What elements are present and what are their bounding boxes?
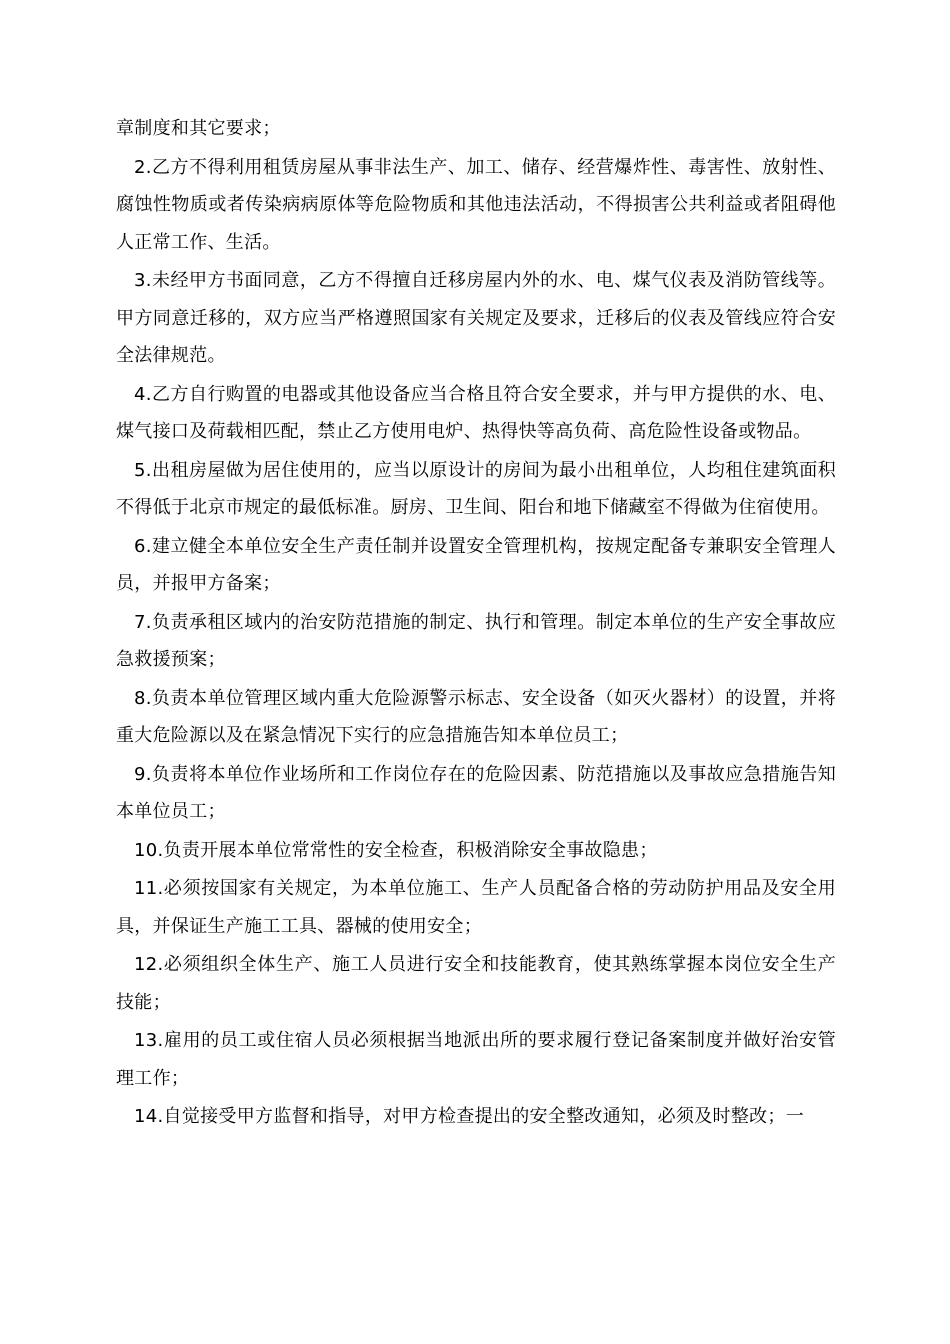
paragraph-item-9: 9.负责将本单位作业场所和工作岗位存在的危险因素、防范措施以及事故应急措施告知本单位员工； — [116, 763, 836, 822]
paragraph-item-3: 3.未经甲方书面同意，乙方不得擅自迁移房屋内外的水、电、煤气仪表及消防管线等。甲方同意迁移的，双方应当严格遵照国家有关规定及要求，迁移后的仪表及管线应符合安全法律规范。 — [116, 270, 836, 366]
paragraph-item-8: 8.负责本单位管理区域内重大危险源警示标志、安全设备（如灭火器材）的设置，并将重大危险源以及在紧急情况下实行的应急措施告知本单位员工； — [116, 687, 836, 746]
paragraph-item-12: 12.必须组织全体生产、施工人员进行安全和技能教育，使其熟练掌握本岗位安全生产技能； — [116, 954, 836, 1013]
paragraph-item-4: 4.乙方自行购置的电器或其他设备应当合格且符合安全要求，并与甲方提供的水、电、煤气接口及荷载相匹配，禁止乙方使用电炉、热得快等高负荷、高危险性设备或物品。 — [116, 383, 836, 442]
paragraph-item-5: 5.出租房屋做为居住使用的，应当以原设计的房间为最小出租单位，人均租住建筑面积不得低于北京市规定的最低标准。厨房、卫生间、阳台和地下储藏室不得做为住宿使用。 — [116, 459, 836, 518]
paragraph-item-7: 7.负责承租区域内的治安防范措施的制定、执行和管理。制定本单位的生产安全事故应急救援预案； — [116, 611, 836, 670]
paragraph-item-13: 13.雇用的员工或住宿人员必须根据当地派出所的要求履行登记备案制度并做好治安管理工作； — [116, 1030, 836, 1089]
paragraph-item-6: 6.建立健全本单位安全生产责任制并设置安全管理机构，按规定配备专兼职安全管理人员，并报甲方备案； — [116, 535, 836, 594]
document-body — [116, 110, 836, 1137]
paragraph-continuation: 章制度和其它要求； — [116, 118, 281, 139]
paragraph-item-14: 14.自觉接受甲方监督和指导，对甲方检查提出的安全整改通知，必须及时整改；一 — [134, 1106, 805, 1127]
paragraph-item-2: 2.乙方不得利用租赁房屋从事非法生产、加工、储存、经营爆炸性、毒害性、放射性、腐蚀性物质或者传染病病原体等危险物质和其他违法活动，不得损害公共利益或者阻碍他人正常工作、生活。 — [116, 156, 836, 253]
paragraph-item-11: 11.必须按国家有关规定，为本单位施工、生产人员配备合格的劳动防护用品及安全用具，并保证生产施工工具、器械的使用安全； — [116, 878, 836, 937]
paragraph-item-10: 10.负责开展本单位常常性的安全检查，积极消除安全事故隐患； — [134, 839, 658, 861]
